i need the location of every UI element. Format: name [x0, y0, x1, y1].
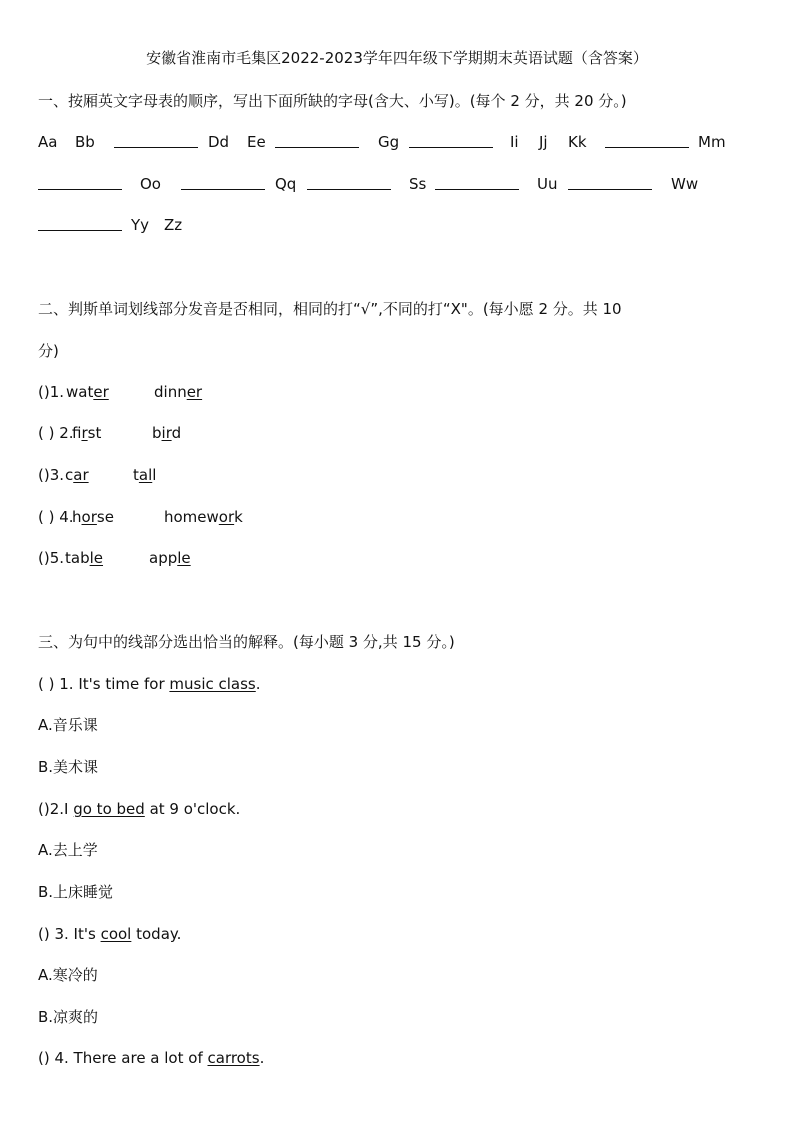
item-number[interactable]: ()1. — [38, 383, 65, 401]
question-4[interactable]: () 4. There are a lot of carrots. — [38, 1049, 265, 1067]
letter-pair: Ss — [409, 175, 427, 193]
letter-pair: Kk — [568, 133, 587, 151]
question-3[interactable]: () 3. It's cool today. — [38, 925, 182, 943]
option-b[interactable]: B.凉爽的 — [38, 1008, 99, 1026]
answer-blank[interactable] — [409, 133, 493, 152]
letter-pair: Mm — [698, 133, 726, 151]
letter-pair: Dd — [208, 133, 230, 151]
word-2: homework — [164, 508, 243, 526]
letter-pair: Ee — [247, 133, 266, 151]
option-b[interactable]: B.美术课 — [38, 758, 99, 776]
letter-pair: Yy — [131, 216, 150, 234]
word-2: tall — [133, 466, 157, 484]
word-1: table — [65, 549, 104, 567]
word-1: water — [66, 383, 109, 401]
letter-pair: Uu — [537, 175, 558, 193]
item-number[interactable]: ( ) 2. — [38, 424, 74, 442]
page-title: 安徽省淮南市毛集区2022-2023学年四年级下学期期末英语试题（含答案） — [146, 49, 648, 67]
word-2: bird — [152, 424, 182, 442]
question-1[interactable]: ( ) 1. It's time for music class. — [38, 675, 261, 693]
letter-pair: Ww — [671, 175, 699, 193]
answer-blank[interactable] — [605, 133, 689, 152]
option-a[interactable]: A.去上学 — [38, 841, 98, 859]
letter-pair: Bb — [75, 133, 95, 151]
word-2: dinner — [154, 383, 203, 401]
answer-blank[interactable] — [307, 175, 391, 194]
answer-blank[interactable] — [435, 175, 519, 194]
word-1: car — [65, 466, 89, 484]
letter-pair: Qq — [275, 175, 297, 193]
letter-pair: Ii — [510, 133, 519, 151]
word-1: horse — [72, 508, 114, 526]
word-1: first — [72, 424, 102, 442]
answer-blank[interactable] — [38, 175, 122, 194]
option-a[interactable]: A.音乐课 — [38, 716, 98, 734]
question-2[interactable]: ()2.I go to bed at 9 o'clock. — [38, 800, 241, 818]
letter-pair: Aa — [38, 133, 58, 151]
section1-heading: 一、按厢英文字母表的顺序，写出下面所缺的字母(含大、小写)。(每个 2 分，共 20 分。) — [38, 92, 627, 110]
section2-heading-cont: 分) — [38, 342, 59, 360]
item-number[interactable]: ()3. — [38, 466, 65, 484]
section3-heading: 三、为句中的线部分选出恰当的解释。(每小题 3 分,共 15 分。) — [38, 633, 455, 651]
option-b[interactable]: B.上床睡觉 — [38, 883, 114, 901]
answer-blank[interactable] — [275, 133, 359, 152]
letter-pair: Gg — [378, 133, 400, 151]
item-number[interactable]: ()5. — [38, 549, 65, 567]
answer-blank[interactable] — [38, 216, 122, 235]
answer-blank[interactable] — [568, 175, 652, 194]
letter-pair: Jj — [539, 133, 548, 151]
item-number[interactable]: ( ) 4. — [38, 508, 74, 526]
letter-pair: Zz — [164, 216, 183, 234]
letter-pair: Oo — [140, 175, 161, 193]
option-a[interactable]: A.寒冷的 — [38, 966, 98, 984]
section2-heading: 二、判斯单词划线部分发音是否相同，相同的打“√”,不同的打“X"。(每小愿 2 分。共 10 — [38, 300, 622, 318]
word-2: apple — [149, 549, 191, 567]
answer-blank[interactable] — [114, 133, 198, 152]
answer-blank[interactable] — [181, 175, 265, 194]
